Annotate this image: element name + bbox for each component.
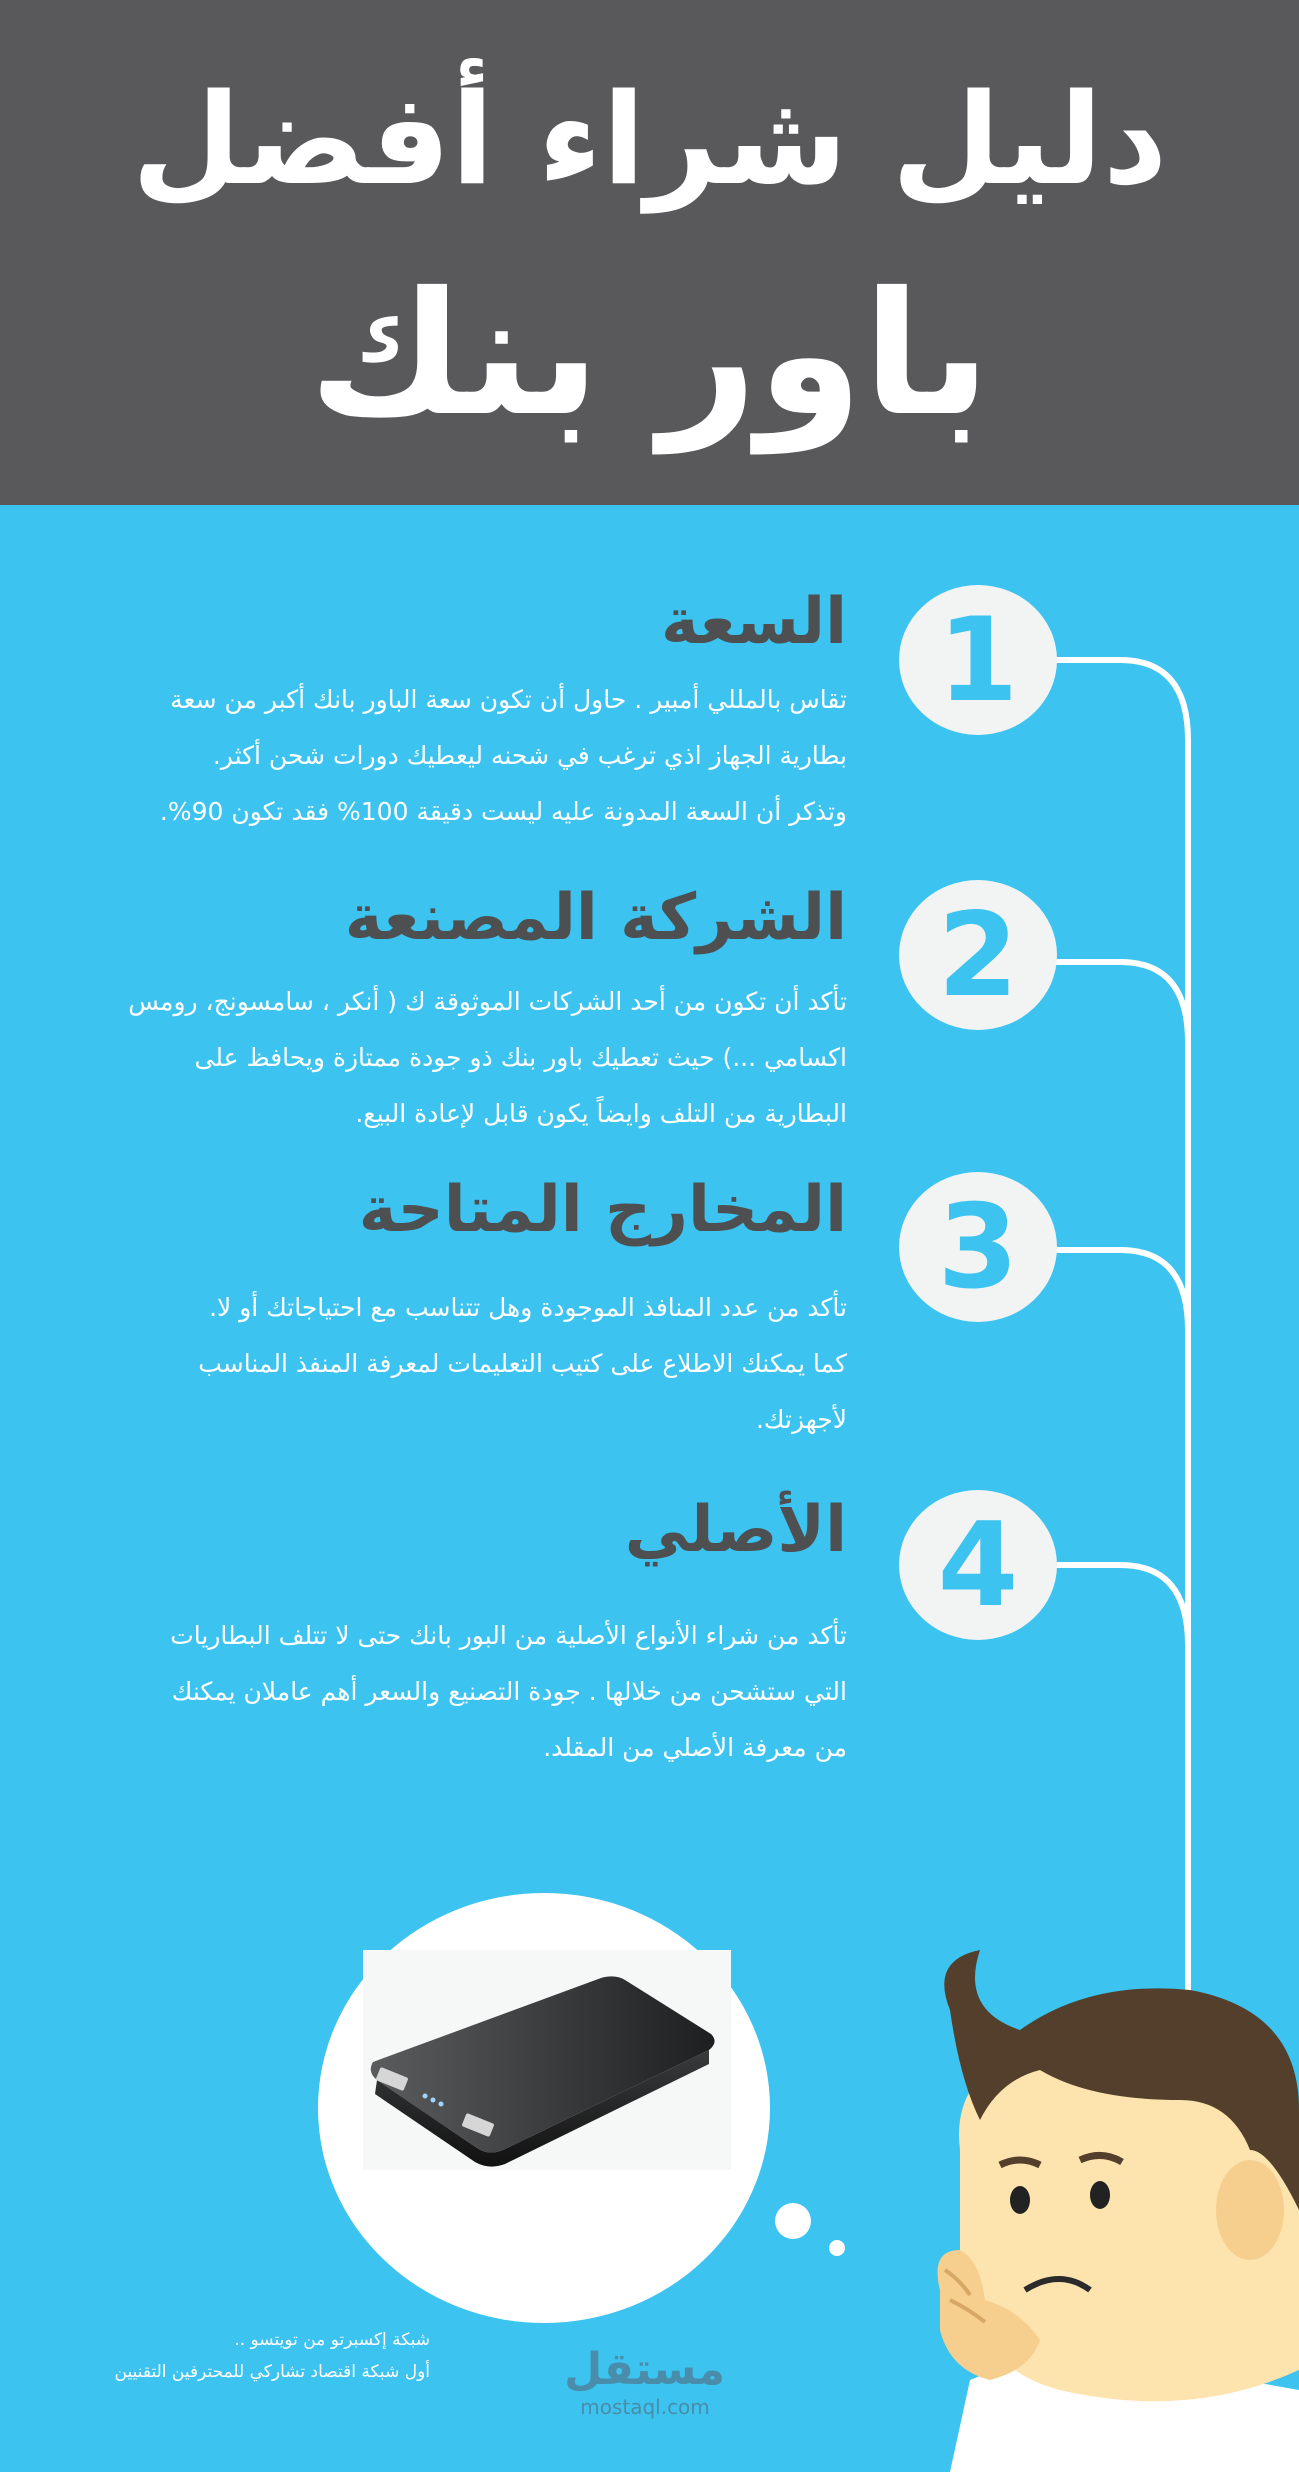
body-line: تأكد من شراء الأنواع الأصلية من البور بانك حتى لا تتلف البطاريات (170, 1621, 847, 1650)
section-title-manufacturer: الشركة المصنعة (344, 881, 847, 955)
body-line: تأكد من عدد المنافذ الموجودة وهل تتناسب مع احتياجاتك أو لا. (209, 1293, 847, 1322)
main-title-line1: دليل شراء أفضل (131, 66, 1168, 213)
thought-bubble-dot-large (775, 2203, 811, 2239)
step-number-4: 4 (899, 1490, 1057, 1640)
section-body-ports (27, 1280, 847, 1448)
footer-line-2: أول شبكة اقتصاد تشاركي للمحترفين التقنيين (114, 2362, 430, 2382)
power-bank-image (363, 1950, 731, 2170)
body-line: اكسامي ...) حيث تعطيك باور بنك ذو جودة ممتازة ويحافظ على (194, 1043, 847, 1072)
step-number-3: 3 (899, 1172, 1057, 1322)
section-title-capacity: السعة (660, 585, 847, 659)
step-number-2: 2 (899, 880, 1057, 1030)
body-line: تأكد أن تكون من أحد الشركات الموثوقة ك ( أنكر ، سامسونج، رومس (128, 987, 847, 1016)
body-line: بطارية الجهاز اذي ترغب في شحنه ليعطيك دورات شحن أكثر. (212, 741, 847, 770)
section-body-capacity (27, 672, 847, 840)
logo-latin: mostaql.com (580, 2395, 710, 2419)
body-line: كما يمكنك الاطلاع على كتيب التعليمات لمعرفة المنفذ المناسب (198, 1349, 847, 1378)
body-line: من معرفة الأصلي من المقلد. (543, 1733, 847, 1762)
body-line: البطارية من التلف وايضاً يكون قابل لإعادة البيع. (355, 1099, 847, 1128)
thinking-man-illustration (890, 1950, 1299, 2472)
step-number-1: 1 (899, 585, 1057, 735)
section-body-original (27, 1608, 847, 1776)
footer-line-1: شبكة إكسبرتو من تويتسو .. (234, 2330, 430, 2350)
body-line: لأجهزتك. (755, 1405, 847, 1434)
body-line: وتذكر أن السعة المدونة عليه ليست دقيقة 100% فقد تكون 90%. (159, 797, 847, 826)
mostaql-logo (565, 2344, 725, 2418)
body-line: تقاس بالمللي أمبير . حاول أن تكون سعة الباور بانك أكبر من سعة (170, 685, 847, 714)
section-title-ports: المخارج المتاحة (358, 1173, 847, 1247)
logo-arabic: مستقل (564, 2344, 725, 2395)
body-line: التي ستشحن من خلالها . جودة التصنيع والسعر أهم عاملان يمكنك (171, 1677, 847, 1706)
thought-bubble-dot-small (829, 2240, 845, 2256)
power-bank-icon (363, 1950, 731, 2170)
main-title-line2: باور بنك (308, 256, 991, 454)
section-body-manufacturer (27, 974, 847, 1142)
section-title-original: الأصلي (624, 1493, 847, 1567)
